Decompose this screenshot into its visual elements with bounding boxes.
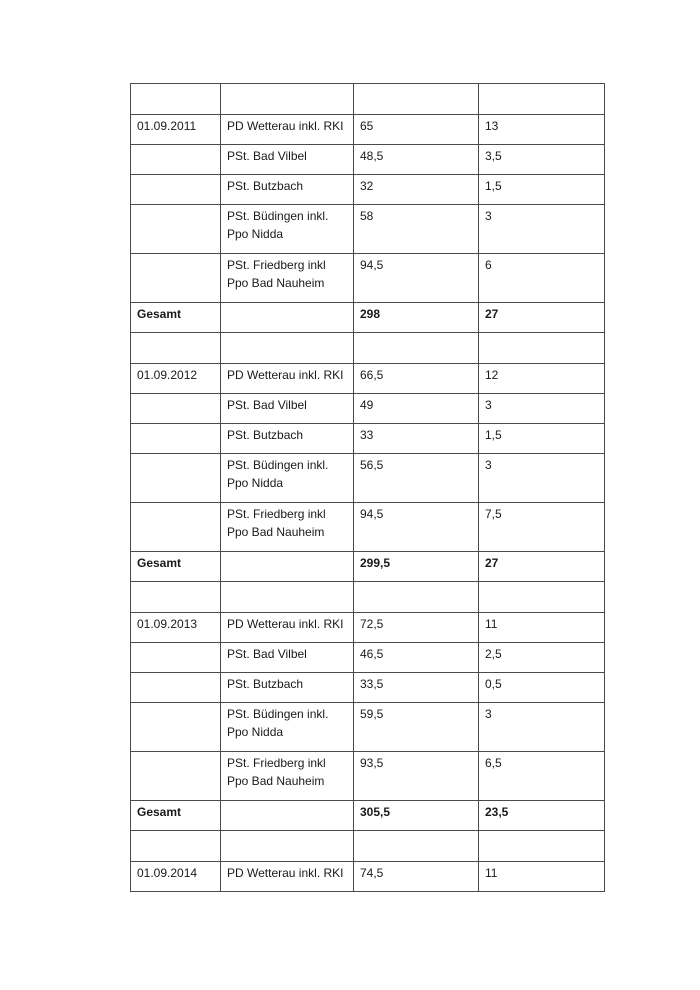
empty-cell [131,333,221,364]
value1-cell-text: 33 [360,428,374,442]
value2-cell-text: 0,5 [485,677,502,691]
value1-cell-text: 66,5 [360,368,384,382]
unit-cell-text: PSt. Butzbach [227,428,304,442]
value2-cell-text: 7,5 [485,507,502,521]
value2-cell-text: 3 [485,398,492,412]
value2-cell [479,703,605,752]
value2-cell-text: 6 [485,258,492,272]
empty-cell [479,84,605,115]
value1-cell-text: 46,5 [360,647,384,661]
total-value1-cell-text: 305,5 [360,805,391,819]
date-cell [131,115,221,145]
table-row [131,643,605,673]
total-value2-cell [479,552,605,582]
value2-cell [479,613,605,643]
total-label-cell-text: Gesamt [137,556,182,570]
value2-cell-text: 6,5 [485,756,502,770]
value2-cell [479,673,605,703]
spacer-row [131,582,605,613]
value1-cell-text: 65 [360,119,374,133]
date-cell-text: 01.09.2014 [137,866,198,880]
value1-cell [354,115,479,145]
empty-cell [354,333,479,364]
value2-cell [479,862,605,892]
value1-cell [354,364,479,394]
unit-cell-text: PSt. Bad Vilbel [227,647,307,661]
unit-cell-text: PD Wetterau inkl. RKI [227,119,344,133]
empty-cell [221,801,354,831]
empty-cell [221,831,354,862]
value2-cell [479,394,605,424]
date-cell [131,454,221,503]
value2-cell-text: 11 [485,866,498,880]
value2-cell [479,254,605,303]
total-value2-cell-text: 27 [485,556,499,570]
total-value2-cell [479,801,605,831]
empty-cell [479,333,605,364]
total-value1-cell [354,801,479,831]
unit-cell-text: PSt. Bad Vilbel [227,149,307,163]
value2-cell-text: 11 [485,617,498,631]
unit-cell [221,643,354,673]
table-row [131,862,605,892]
value2-cell [479,145,605,175]
unit-cell-text: PSt. Friedberg inkl Ppo Bad Nauheim [227,756,326,788]
value1-cell [354,862,479,892]
unit-cell [221,703,354,752]
value1-cell [354,394,479,424]
value2-cell-text: 12 [485,368,499,382]
value1-cell-text: 94,5 [360,258,384,272]
total-row [131,801,605,831]
spacer-row [131,333,605,364]
spacer-row [131,84,605,115]
empty-cell [221,582,354,613]
table-row [131,673,605,703]
empty-cell [221,84,354,115]
value1-cell [354,752,479,801]
value1-cell [354,454,479,503]
empty-cell [131,831,221,862]
unit-cell-text: PSt. Büdingen inkl. Ppo Nidda [227,209,329,241]
empty-cell [131,84,221,115]
unit-cell-text: PSt. Büdingen inkl. Ppo Nidda [227,707,329,739]
unit-cell-text: PSt. Büdingen inkl. Ppo Nidda [227,458,329,490]
total-row [131,303,605,333]
total-value1-cell-text: 299,5 [360,556,391,570]
date-cell [131,643,221,673]
value2-cell-text: 3 [485,707,492,721]
table-body [131,84,605,892]
unit-cell-text: PD Wetterau inkl. RKI [227,866,344,880]
empty-cell [354,831,479,862]
value2-cell [479,643,605,673]
date-cell [131,205,221,254]
empty-cell [354,84,479,115]
value1-cell-text: 59,5 [360,707,384,721]
value1-cell [354,145,479,175]
date-cell [131,394,221,424]
date-cell-text: 01.09.2013 [137,617,198,631]
value1-cell-text: 94,5 [360,507,384,521]
value1-cell-text: 72,5 [360,617,384,631]
spacer-row [131,831,605,862]
date-cell-text: 01.09.2011 [137,119,197,133]
date-cell [131,503,221,552]
unit-cell [221,145,354,175]
date-cell [131,254,221,303]
value1-cell [354,503,479,552]
unit-cell [221,394,354,424]
table-row [131,503,605,552]
value2-cell-text: 3 [485,458,492,472]
table-row [131,115,605,145]
value2-cell-text: 3 [485,209,492,223]
value1-cell-text: 33,5 [360,677,384,691]
total-value2-cell [479,303,605,333]
empty-cell [221,552,354,582]
unit-cell [221,752,354,801]
unit-cell [221,454,354,503]
table-row [131,175,605,205]
date-cell [131,673,221,703]
table-row [131,613,605,643]
date-cell [131,175,221,205]
date-cell [131,862,221,892]
unit-cell-text: PSt. Friedberg inkl Ppo Bad Nauheim [227,258,326,290]
table-row [131,394,605,424]
total-value1-cell [354,303,479,333]
total-label-cell [131,303,221,333]
total-value1-cell [354,552,479,582]
unit-cell [221,175,354,205]
value2-cell-text: 1,5 [485,428,502,442]
unit-cell [221,673,354,703]
table-row [131,205,605,254]
value2-cell [479,752,605,801]
value2-cell-text: 2,5 [485,647,502,661]
date-cell [131,613,221,643]
table-row [131,424,605,454]
unit-cell-text: PD Wetterau inkl. RKI [227,368,344,382]
unit-cell-text: PSt. Butzbach [227,179,304,193]
unit-cell [221,424,354,454]
empty-cell [131,582,221,613]
value2-cell [479,364,605,394]
value1-cell-text: 58 [360,209,374,223]
table-row [131,752,605,801]
date-cell [131,752,221,801]
total-row [131,552,605,582]
unit-cell [221,503,354,552]
value1-cell-text: 49 [360,398,374,412]
value1-cell [354,424,479,454]
total-label-cell [131,801,221,831]
table-row [131,254,605,303]
value1-cell [354,175,479,205]
value2-cell-text: 1,5 [485,179,502,193]
unit-cell-text: PD Wetterau inkl. RKI [227,617,344,631]
unit-cell [221,364,354,394]
date-cell [131,145,221,175]
value2-cell [479,424,605,454]
value2-cell [479,503,605,552]
unit-cell [221,613,354,643]
unit-cell-text: PSt. Friedberg inkl Ppo Bad Nauheim [227,507,326,539]
date-cell [131,364,221,394]
value2-cell [479,205,605,254]
total-value2-cell-text: 23,5 [485,805,509,819]
unit-cell-text: PSt. Bad Vilbel [227,398,307,412]
value2-cell [479,175,605,205]
empty-cell [479,831,605,862]
value1-cell [354,643,479,673]
unit-cell [221,862,354,892]
empty-cell [354,582,479,613]
value1-cell [354,703,479,752]
value1-cell [354,205,479,254]
empty-cell [221,303,354,333]
value1-cell-text: 32 [360,179,374,193]
value1-cell-text: 48,5 [360,149,384,163]
value1-cell-text: 93,5 [360,756,384,770]
value1-cell [354,613,479,643]
value2-cell [479,454,605,503]
staffing-table [130,83,605,892]
total-label-cell [131,552,221,582]
unit-cell [221,254,354,303]
date-cell [131,703,221,752]
empty-cell [221,333,354,364]
date-cell [131,424,221,454]
value2-cell-text: 13 [485,119,499,133]
total-value2-cell-text: 27 [485,307,499,321]
table-row [131,454,605,503]
value1-cell [354,673,479,703]
value1-cell-text: 74,5 [360,866,384,880]
date-cell-text: 01.09.2012 [137,368,198,382]
total-label-cell-text: Gesamt [137,307,182,321]
total-value1-cell-text: 298 [360,307,381,321]
unit-cell-text: PSt. Butzbach [227,677,304,691]
table-row [131,703,605,752]
table-row [131,364,605,394]
value1-cell [354,254,479,303]
total-label-cell-text: Gesamt [137,805,182,819]
value2-cell-text: 3,5 [485,149,502,163]
empty-cell [479,582,605,613]
unit-cell [221,115,354,145]
table-row [131,145,605,175]
value1-cell-text: 56,5 [360,458,384,472]
unit-cell [221,205,354,254]
value2-cell [479,115,605,145]
